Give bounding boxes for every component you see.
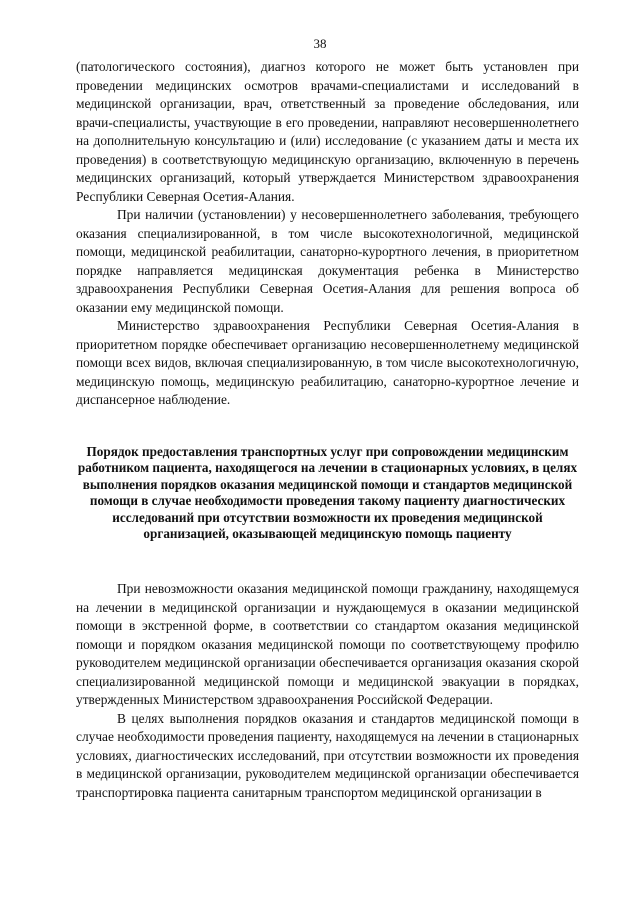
paragraph-continuation: (патологического состояния), диагноз которого не может быть установлен при проведении медицинских осмотров врачами-специалистами и исследований в медицинской организации, врач, ответственный за проведение обследования, или врачи-специалисты, участвующие в его проведении, направляют несовершеннолетнего на дополнительную консультацию и (или) исследование (с указанием даты и места их проведения) в соответствующую медицинскую организацию, включенную в перечень медицинских организаций, который утверждается Министерством здравоохранения Республики Северная Осетия-Алания. xyxy=(76,59,579,204)
section-heading: Порядок предоставления транспортных услуг при сопровождении медицинским работником пациента, находящегося на лечении в стационарных условиях, в целях выполнения порядков оказания медицинской помощи и стандартов медицинской помощи в случае необходимости проведения такому пациенту диагностических исследований при отсутствии возможности их проведения медицинской организацией, оказывающей медицинскую помощь пациенту xyxy=(77,444,578,542)
bottom-text-block xyxy=(76,580,579,802)
page-number: 38 xyxy=(313,36,327,51)
paragraph-transportation: В целях выполнения порядков оказания и стандартов медицинской помощи в случае необходимости проведения пациенту, находящемуся на лечении в стационарных условиях, диагностических исследований, при отсутствии возможности их проведения в медицинской организации, руководителем медицинской организации обеспечивается транспортировка пациента санитарным транспортом медицинской организации в xyxy=(76,710,579,800)
top-text-block xyxy=(76,58,579,410)
paragraph-emergency-care: При невозможности оказания медицинской помощи гражданину, находящемуся на лечении в медицинской организации и нуждающемуся в оказании медицинской помощи в экстренной форме, в соответствии со стандартом оказания медицинской помощи и порядком оказания медицинской помощи по соответствующему профилю руководителем медицинской организации обеспечивается организация оказания скорой специализированной медицинской помощи и медицинской эвакуации в порядках, утвержденных Министерством здравоохранения Российской Федерации. xyxy=(76,581,579,707)
paragraph-specialized-care: При наличии (установлении) у несовершеннолетнего заболевания, требующего оказания специализированной, в том числе высокотехнологичной, медицинской помощи, медицинской реабилитации, санаторно-курортного лечения, в приоритетном порядке направляется медицинская документация ребенка в Министерство здравоохранения Республики Северная Осетия-Алания для решения вопроса об оказании ему медицинской помощи. xyxy=(76,207,579,315)
paragraph-ministry-priority: Министерство здравоохранения Республики Северная Осетия-Алания в приоритетном порядке обеспечивает организацию несовершеннолетнему медицинской помощи всех видов, включая специализированную, в том числе высокотехнологичную, медицинскую помощь, медицинскую реабилитацию, санаторно-курортное лечение и диспансерное наблюдение. xyxy=(76,318,579,407)
